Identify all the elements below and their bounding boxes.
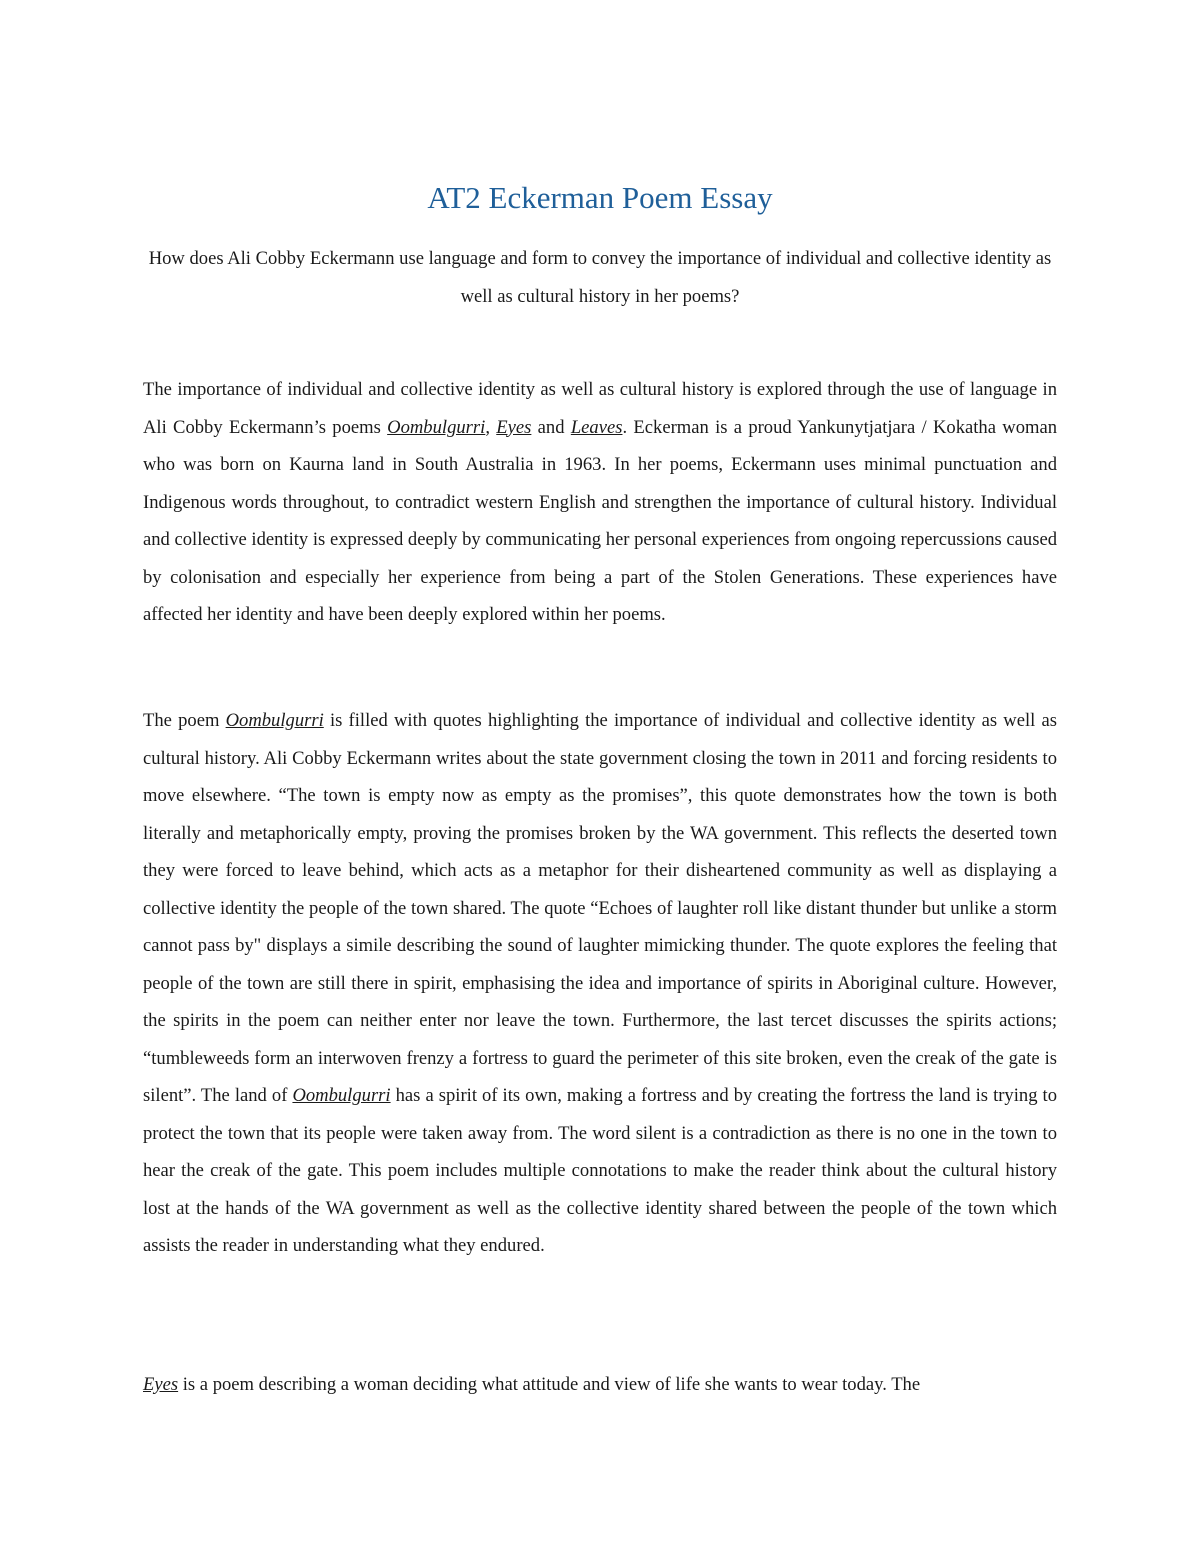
document-title: AT2 Eckerman Poem Essay — [427, 180, 773, 215]
poem-title-oombulgurri: Oombulgurri — [225, 710, 324, 731]
paragraph-eyes — [143, 1366, 1057, 1404]
paragraph-intro — [143, 371, 1057, 634]
poem-title-leaves: Leaves — [570, 416, 623, 438]
text-run: The poem — [143, 710, 226, 731]
paragraph-oombulgurri — [143, 702, 1057, 1265]
poem-title-oombulgurri: Oombulgurri — [292, 1085, 391, 1106]
text-run: and — [531, 416, 571, 438]
text-run: The importance of individual and collective identity as well as cultural history is explored through the use of language in Ali Cobby Eckermann’s poems — [143, 379, 1057, 438]
text-run: . Eckerman is a proud Yankunytjatjara / Kokatha woman who was born on Kaurna land in South Australia in 1963. In her poems, Eckermann uses minimal punctuation and Indigenous words throughout, to contradict western English and strengthen the importance of cultural history. Individual and collective identity is expressed deeply by communicating her personal experiences from ongoing repercussions caused by colonisation and especially her experience from being a part of the Stolen Generations. These experiences have affected her identity and have been deeply explored within her poems. — [143, 416, 1058, 625]
essay-question: How does Ali Cobby Eckermann use language and form to convey the importance of individual and collective identity as well as cultural history in her poems? — [148, 248, 1052, 307]
poem-title-eyes: Eyes — [143, 1374, 179, 1395]
text-run: is a poem describing a woman deciding what attitude and view of life she wants to wear today. The — [178, 1374, 921, 1395]
text-run: is filled with quotes highlighting the importance of individual and collective identity as well as cultural history. Ali Cobby Eckermann writes about the state government closing the town in 2011 and forcing residents to move elsewhere. “The town is empty now as empty as the promises”, this quote demonstrates how the town is both literally and metaphorically empty, proving the promises broken by the WA government. This reflects the deserted town they were forced to leave behind, which acts as a metaphor for their disheartened community as well as displaying a collective identity the people of the town shared. The quote “Echoes of laughter roll like distant thunder but unlike a storm cannot pass by" displays a simile describing the sound of laughter mimicking thunder. The quote explores the feeling that people of the town are still there in spirit, emphasising the idea and importance of spirits in Aboriginal culture. However, the spirits in the poem can neither enter nor leave the town. Furthermore, the last tercet discusses the spirits actions; “tumbleweeds form an interwoven frenzy a fortress to guard the perimeter of this site broken, even the creak of the gate is silent”. The land of — [143, 710, 1057, 1106]
poem-title-oombulgurri: Oombulgurri — [387, 416, 486, 438]
text-run: , — [485, 416, 497, 438]
text-run: has a spirit of its own, making a fortress and by creating the fortress the land is trying to protect the town that its people were taken away from. The word silent is a contradiction as there is no one in the town to hear the creak of the gate. This poem includes multiple connotations to make the reader think about the cultural history lost at the hands of the WA government as well as the collective identity shared between the people of the town which assists the reader in understanding what they endured. — [143, 1085, 1057, 1256]
poem-title-eyes: Eyes — [496, 416, 532, 438]
